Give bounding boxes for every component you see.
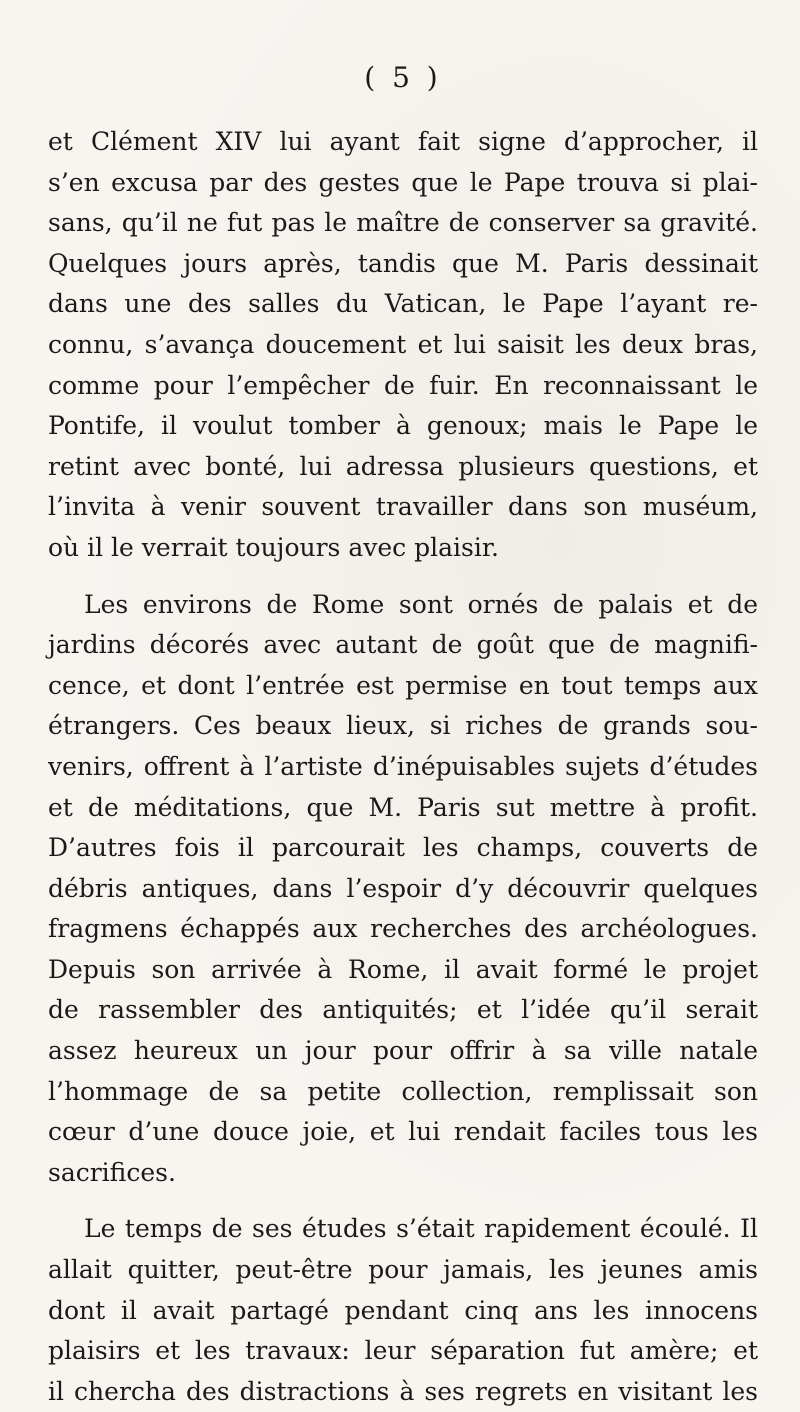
text-line: Quelques jours après, tandis que M. Paris dessinait bbox=[48, 248, 758, 278]
page-number: ( 5 ) bbox=[364, 61, 442, 94]
text-line: dans une des salles du Vatican, le Pape l’ayant re- bbox=[48, 289, 758, 319]
text-line: cence, et dont l’entrée est permise en tout temps aux bbox=[48, 670, 758, 700]
text-line: dont il avait partagé pendant cinq ans les innocens bbox=[48, 1295, 758, 1325]
text-line: retint avec bonté, lui adressa plusieurs questions, et bbox=[48, 451, 758, 481]
text-line: venirs, offrent à l’artiste d’inépuisables sujets d’études bbox=[48, 751, 758, 781]
text-line: Le temps de ses études s’était rapidement écoulé. Il bbox=[84, 1214, 758, 1244]
text-line: allait quitter, peut-être pour jamais, les jeunes amis bbox=[48, 1255, 758, 1285]
paragraph-1 bbox=[48, 122, 758, 569]
text-line: connu, s’avança doucement et lui saisit les deux bras, bbox=[48, 329, 758, 359]
body-text bbox=[48, 122, 758, 1412]
paragraph-3 bbox=[48, 1209, 758, 1412]
text-line: et Clément XIV lui ayant fait signe d’approcher, il bbox=[48, 127, 758, 156]
text-line: cœur d’une douce joie, et lui rendait faciles tous les bbox=[48, 1117, 758, 1147]
text-line: Pontife, il voulut tomber à genoux; mais le Pape le bbox=[48, 411, 758, 441]
text-line: et de méditations, que M. Paris sut mettre à profit. bbox=[48, 792, 758, 822]
text-line: Les environs de Rome sont ornés de palais et de bbox=[84, 589, 758, 619]
text-line: jardins décorés avec autant de goût que de magnifi- bbox=[48, 630, 758, 660]
text-line: Depuis son arrivée à Rome, il avait formé le projet bbox=[48, 954, 758, 984]
text-line: comme pour l’empêcher de fuir. En reconnaissant le bbox=[48, 370, 758, 400]
text-line: il chercha des distractions à ses regrets en visitant les bbox=[48, 1376, 758, 1406]
text-line: où il le verrait toujours avec plaisir. bbox=[48, 532, 499, 562]
text-line: l’invita à venir souvent travailler dans son muséum, bbox=[48, 492, 758, 522]
text-line: assez heureux un jour pour offrir à sa ville natale bbox=[48, 1036, 758, 1066]
text-line: s’en excusa par des gestes que le Pape trouva si plai- bbox=[48, 167, 758, 197]
text-line: D’autres fois il parcourait les champs, couverts de bbox=[48, 833, 758, 863]
text-line: sacrifices. bbox=[48, 1157, 176, 1187]
text-line: fragmens échappés aux recherches des archéologues. bbox=[48, 914, 758, 944]
text-line: sans, qu’il ne fut pas le maître de conserver sa gravité. bbox=[48, 208, 758, 238]
text-line: débris antiques, dans l’espoir d’y découvrir quelques bbox=[48, 873, 758, 903]
text-line: étrangers. Ces beaux lieux, si riches de grands sou- bbox=[48, 711, 758, 741]
text-line: plaisirs et les travaux: leur séparation fut amère; et bbox=[48, 1336, 758, 1366]
paragraph-2 bbox=[48, 585, 758, 1194]
text-line: l’hommage de sa petite collection, remplissait son bbox=[48, 1076, 758, 1106]
text-line: de rassembler des antiquités; et l’idée qu’il serait bbox=[48, 995, 758, 1025]
